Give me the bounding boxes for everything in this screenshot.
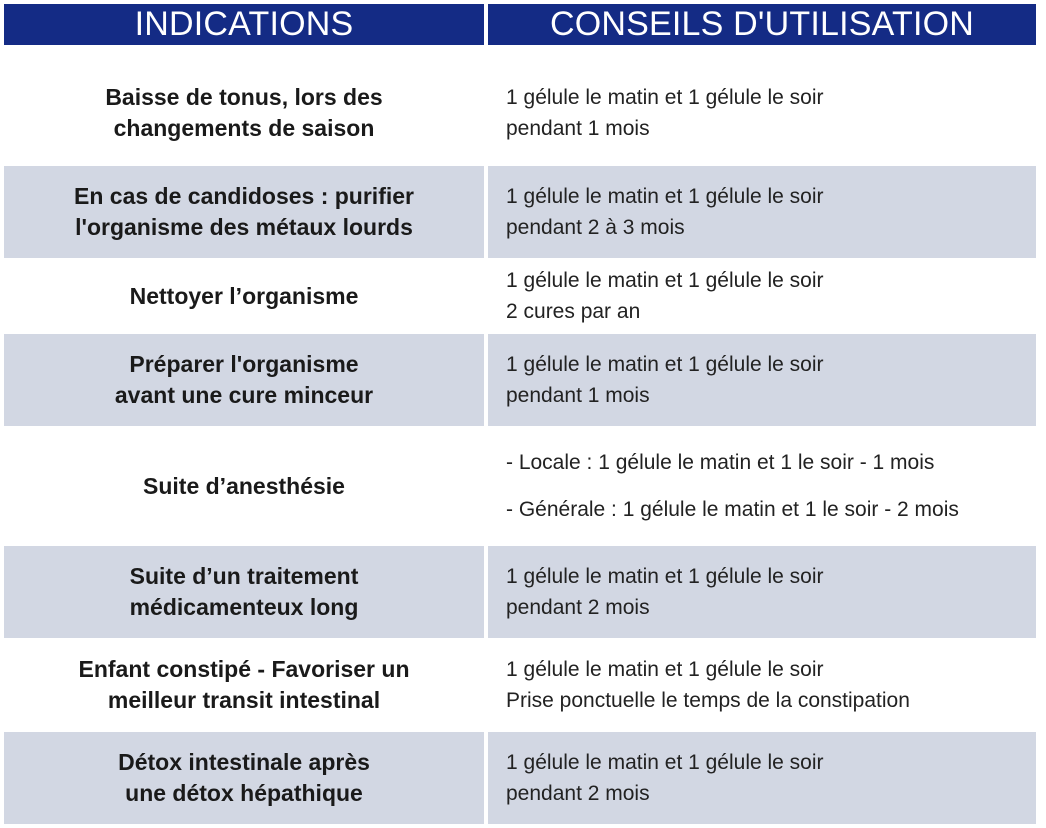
table-row (4, 546, 1036, 638)
conseil-line: 1 gélule le matin et 1 gélule le soir (506, 658, 824, 681)
conseil-line: 2 cures par an (506, 300, 641, 323)
conseil-line: 1 gélule le matin et 1 gélule le soir (506, 86, 824, 109)
conseil-line: 1 gélule le matin et 1 gélule le soir (506, 269, 824, 292)
conseil-line: - Locale : 1 gélule le matin et 1 le soir - 1 mois (506, 451, 935, 474)
indication-cell: Baisse de tonus, lors des changements de saison (105, 84, 383, 141)
indication-cell: Préparer l'organisme avant une cure minceur (4, 334, 484, 426)
conseil-line: Prise ponctuelle le temps de la constipation (506, 689, 910, 712)
conseils-cell (488, 546, 1036, 638)
conseils-cell (488, 334, 1036, 426)
indication-cell: Enfant constipé - Favoriser un meilleur transit intestinal (78, 656, 410, 713)
conseil-line: pendant 1 mois (506, 384, 650, 407)
conseils-cell (488, 642, 1036, 728)
conseil-line: 1 gélule le matin et 1 gélule le soir (506, 565, 824, 588)
conseils-cell (488, 732, 1036, 824)
header-conseils: CONSEILS D'UTILISATION (488, 4, 1036, 45)
conseils-cell (488, 430, 1036, 542)
table-row (4, 642, 1036, 728)
conseils-cell (488, 64, 1036, 162)
conseil-line: pendant 2 mois (506, 782, 650, 805)
table-row (4, 64, 1036, 162)
indication-cell: Nettoyer l’organisme (129, 282, 359, 309)
conseil-line: pendant 2 à 3 mois (506, 216, 685, 239)
conseil-line: 1 gélule le matin et 1 gélule le soir (506, 353, 824, 376)
conseil-line: pendant 2 mois (506, 596, 650, 619)
indication-cell: En cas de candidoses : purifier l'organisme des métaux lourds (4, 166, 484, 258)
table-header (4, 4, 1036, 45)
usage-table (4, 4, 1036, 824)
table-row (4, 166, 1036, 258)
conseils-cell (488, 262, 1036, 330)
conseils-cell (488, 166, 1036, 258)
table-row (4, 334, 1036, 426)
conseil-line: 1 gélule le matin et 1 gélule le soir (506, 751, 824, 774)
table-row (4, 262, 1036, 330)
indication-cell: Suite d’un traitement médicamenteux long (4, 546, 484, 638)
conseil-line: - Générale : 1 gélule le matin et 1 le soir - 2 mois (506, 498, 959, 521)
conseil-line: 1 gélule le matin et 1 gélule le soir (506, 185, 824, 208)
indication-cell: Détox intestinale après une détox hépathique (4, 732, 484, 824)
table-row (4, 732, 1036, 824)
conseil-line: pendant 1 mois (506, 117, 650, 140)
table-row (4, 430, 1036, 542)
indication-cell: Suite d’anesthésie (143, 472, 345, 499)
header-indications: INDICATIONS (4, 4, 484, 45)
